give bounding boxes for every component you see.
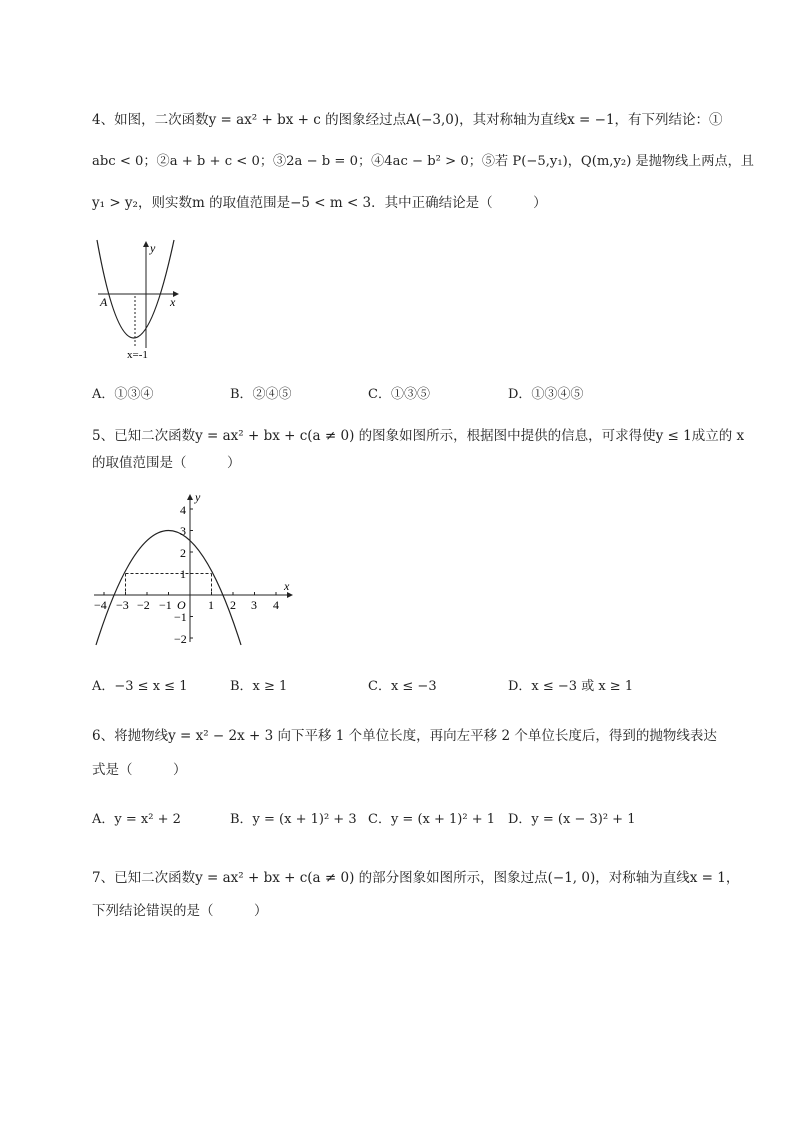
- q4-y-label: y: [150, 241, 156, 255]
- q5-origin-label: O: [177, 598, 186, 612]
- q4-option-a[interactable]: A．①③④: [92, 387, 154, 402]
- q6-line2: 式是（ ）: [92, 762, 187, 778]
- q7-line2: 下列结论错误的是（ ）: [92, 903, 268, 919]
- q5-x-tick-label: 4: [273, 598, 279, 612]
- q4-option-d[interactable]: D．①③④⑤: [508, 387, 584, 402]
- q4-x-label: x: [170, 295, 176, 309]
- q6-option-a[interactable]: A．y = x² + 2: [92, 812, 181, 827]
- q4-line1: 4、如图，二次函数y = ax² + bx + c 的图象经过点A(−3,0)，其对称轴为直线x = −1，有下列结论：①: [92, 112, 723, 128]
- q5-y-tick-label: −1: [174, 610, 187, 624]
- q5-line1: 5、已知二次函数y = ax² + bx + c(a ≠ 0) 的图象如图所示，根据图中提供的信息，可求得使y ≤ 1成立的 x: [92, 428, 745, 444]
- q4-option-c[interactable]: C．①③⑤: [368, 387, 430, 402]
- q4-line3: y₁ > y₂，则实数m 的取值范围是−5 < m < 3．其中正确结论是（ ）: [92, 195, 547, 211]
- q6-option-c[interactable]: C．y = (x + 1)² + 1: [368, 812, 495, 827]
- q5-x-tick-label: 3: [251, 598, 257, 612]
- q5-y-tick-label: 2: [180, 546, 186, 560]
- q5-y-tick-label: 3: [180, 524, 186, 538]
- q7-line1: 7、已知二次函数y = ax² + bx + c(a ≠ 0) 的部分图象如图所示，图象过点(−1, 0)，对称轴为直线x = 1，: [92, 870, 740, 886]
- q5-option-d[interactable]: D．x ≤ −3 或 x ≥ 1: [508, 679, 634, 694]
- q5-parabola-curve: [96, 531, 241, 646]
- q5-x-tick-label: −3: [116, 598, 129, 612]
- q5-y-tick-label: 1: [180, 567, 186, 581]
- q6-line1: 6、将抛物线y = x² − 2x + 3 向下平移 1 个单位长度，再向左平移 2 个单位长度后，得到的抛物线表达: [92, 728, 717, 744]
- q4-a-label: A: [100, 295, 108, 309]
- q5-x-tick-label: 1: [208, 598, 214, 612]
- q5-x-tick-label: −4: [94, 598, 107, 612]
- q6-option-b[interactable]: B．y = (x + 1)² + 3: [230, 812, 357, 827]
- q4-axis-label: x=-1: [127, 349, 148, 361]
- q5-option-c[interactable]: C．x ≤ −3: [368, 679, 437, 694]
- q4-line2: abc < 0；②a + b + c < 0；③2a − b = 0；④4ac − b² > 0；⑤若 P(−5,y₁)，Q(m,y₂) 是抛物线上两点，且: [92, 154, 754, 169]
- q5-x-tick-label: −1: [159, 598, 172, 612]
- q4-parabola-curve: [97, 240, 174, 338]
- q5-y-tick-label: 4: [180, 503, 186, 517]
- q5-x-label: x: [284, 579, 290, 593]
- q5-option-a[interactable]: A．−3 ≤ x ≤ 1: [92, 679, 188, 694]
- q4-option-b[interactable]: B．②④⑤: [230, 387, 292, 402]
- q5-option-b[interactable]: B．x ≥ 1: [230, 679, 288, 694]
- q5-parabola-graph: [88, 490, 298, 650]
- q5-y-label: y: [195, 490, 201, 504]
- q4-parabola-graph: [92, 236, 192, 364]
- q6-option-d[interactable]: D．y = (x − 3)² + 1: [508, 812, 636, 827]
- q5-x-tick-label: 2: [230, 598, 236, 612]
- q5-y-tick-label: −2: [174, 632, 187, 646]
- q5-x-tick-label: −2: [137, 598, 150, 612]
- q5-line2: 的取值范围是（ ）: [92, 455, 241, 471]
